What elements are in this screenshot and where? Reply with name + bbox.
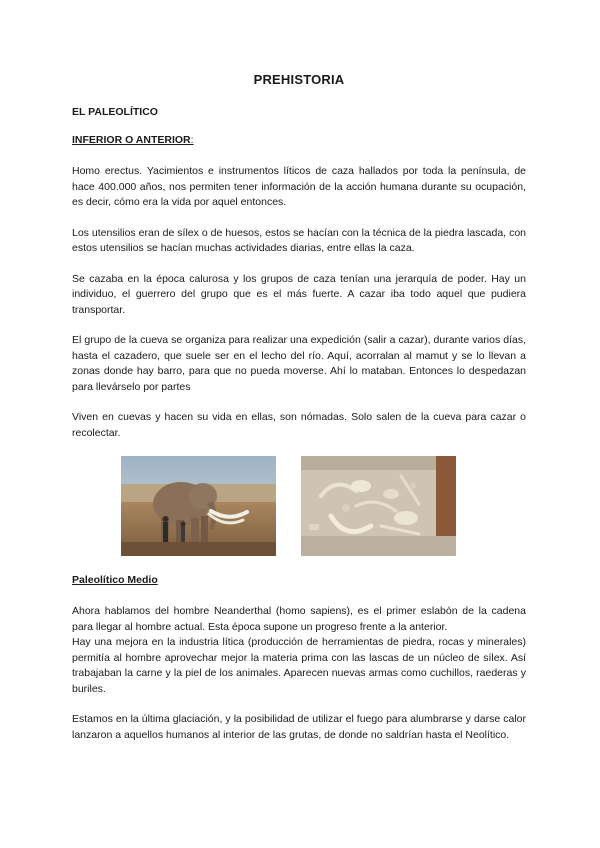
subsection-title-medio: Paleolítico Medio [72,574,158,586]
bones-icon [301,456,456,556]
mammoth-sculpture-image [121,456,276,556]
paragraph-neanderthal: Ahora hablamos del hombre Neanderthal (homo sapiens), es el primer eslabón de la cadena para llegar al hombre actual. Esta época supone un progreso frente a la anterior. [72,605,526,633]
paragraph-homo-erectus: Homo erectus. Yacimientos e instrumentos líticos de caza hallados por toda la península, de hace 400.000 años, nos permiten tener información de la acción humana durante su ocupación, es decir, cómo era la vida por aquel entonces. [72,165,526,208]
image-row [72,456,526,560]
paragraph-caza: Se cazaba en la época calurosa y los grupos de caza tenían una jerarquía de poder. Hay un individuo, el guerrero del grupo que es el más fuerte. A cazar iba todo aquel que pudiera transportar. [72,272,526,316]
fossil-bones-image [301,456,456,556]
paragraph-utensilios: Los utensilios eran de sílex o de huesos, estos se hacían con la técnica de la piedra lascada, con estos utensilios se hacían muchas actividades diarias, entre ellas la caza. [72,226,526,254]
paragraph-glaciacion: Estamos en la última glaciación, y la posibilidad de utilizar el fuego para alumbrarse y darse calor lanzaron a aquellos humanos al interior de las grutas, de donde no saldrían hasta el Neolítico. [72,713,526,741]
subsection-title-inferior [72,134,526,146]
subsection-title-inferior-text: INFERIOR O ANTERIOR [72,134,191,146]
paragraph-industria-litica: Hay una mejora en la industria lítica (producción de herramientas de piedra, rocas y minerales) permitía al hombre aprovechar mejor la materia prima con las lascas de un núcleo de sílex. Así trabajaban la carne y la piel de los animales. Aparecen nuevas armas como cuchillos, raederas y buriles. [72,636,526,695]
paragraph-expedicion: El grupo de la cueva se organiza para realizar una expedición (salir a cazar), durante varios días, hasta el cazadero, que suele ser en el lecho del río. Aquí, acorralan al mamut y se lo llevan a zonas donde hay barro, para que no pueda moverse. Ahí lo mataban. Entonces lo despedazan para llevárselo por partes [72,334,526,393]
page-content [72,72,526,758]
paragraph-group-neanderthal [72,604,526,697]
mammoth-icon [121,456,276,556]
section-title: EL PALEOLÍTICO [72,106,158,118]
subsection-title-colon: : [190,134,194,146]
page-title: PREHISTORIA [253,72,345,87]
paragraph-cuevas: Viven en cuevas y hacen su vida en ellas, son nómadas. Solo salen de la cueva para cazar o recolectar. [72,411,526,439]
